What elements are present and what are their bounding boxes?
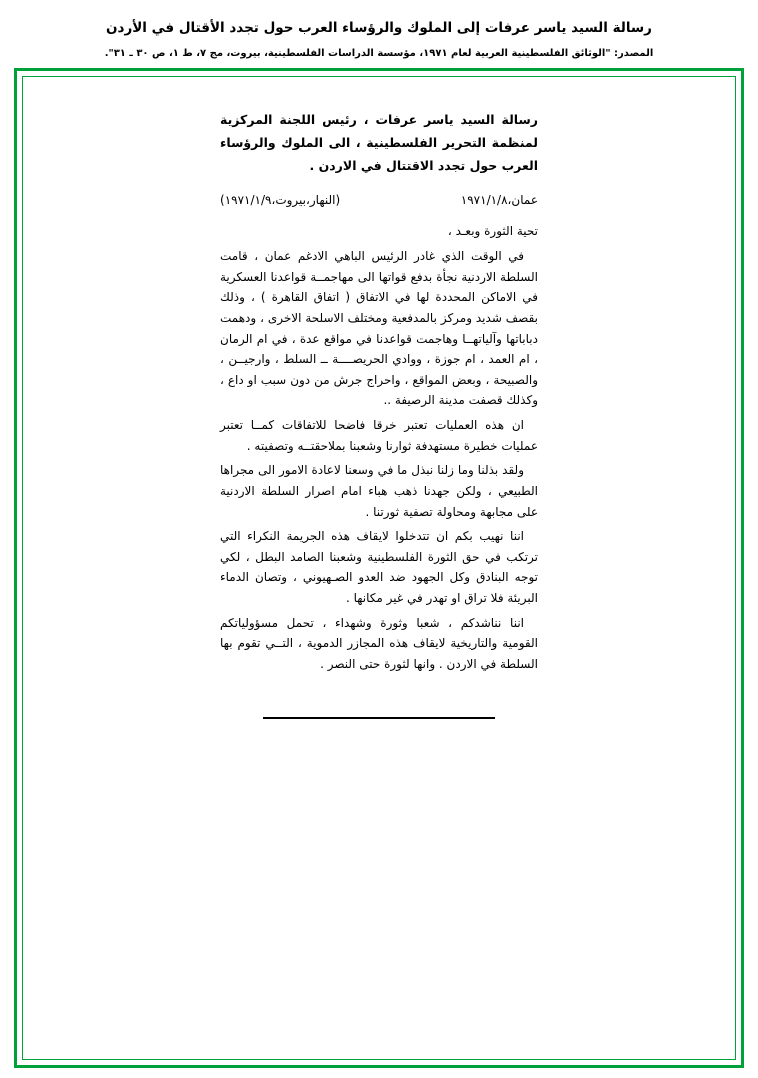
text-column (220, 108, 538, 1078)
page-header (0, 0, 758, 61)
letter-heading: رسالة السيد ياسر عرفات ، رئيس اللجنة المركزية لمنظمة التحرير الفلسطينية ، الى الملوك والرؤساء العرب حول تجدد الاقتتال في الاردن . (220, 112, 538, 174)
end-rule-wrapper (220, 717, 538, 719)
letter-source-date: (النهار،بيروت،١٩٧١/١/٩) (220, 193, 341, 208)
paragraph: في الوقت الذي غادر الرئيس الباهي الادغم عمان ، قامت السلطة الاردنية نجأة بدفع قواتها الى مهاجمــة قواعدنا العسكرية في الاماكن المحددة لها في الاتفاق ( اتفاق القاهرة ) ، وذلك بقصف شديد ومركز بالمدفعية ومختلف الاسلحة الاخرى ، ودهمت دباباتها وآلياتهــا وهاجمت قواعدنا في مواقع عدة ، في ام الرمان ، ام العمد ، ام جوزة ، ووادي الحريصــــة ــ السلط ، وارجيــن ، والصبيحة ، وبعض المواقع ، واحراج جرش من دون سبب او داع ، وكذلك قصفت مدينة الرصيفة .. (220, 249, 538, 408)
letter-meta (220, 193, 538, 207)
paragraph: تحية الثورة وبعـد ، (447, 224, 538, 239)
source-line: المصدر: "الوثائق الفلسطينية العربية لعام ١٩٧١، مؤسسة الدراسات الفلسطينية، بيروت، مج ٧، ط ١، ص ٣٠ ـ ٣١". (104, 48, 654, 60)
paragraph: ان هذه العمليات تعتبر خرقا فاضحا للاتفاقات كمــا تعتبر عمليات خطيرة مستهدفة ثوارنا وشعبنا بملاحقتــه وتصفيته . (220, 418, 538, 453)
paragraph: ولقد بذلنا وما زلنا نبذل ما في وسعنا لاعادة الامور الى مجراها الطبيعي ، ولكن جهدنا ذهب هباء امام اصرار السلطة الاردنية على مجابهة ومحاولة تصفية ثورتنا . (220, 463, 538, 519)
paragraph: اننا نهيب بكم ان تتدخلوا لايقاف هذه الجريمة النكراء التي ترتكب في حق الثورة الفلسطينية وشعبنا الصامد البطل ، لكي توجه البنادق وكل الجهود ضد العدو الصـهيوني ، وتصان الدماء البريئة فلا تراق او تهدر في غير مكانها . (220, 529, 538, 605)
document-body (0, 108, 758, 1078)
page-title: رسالة السيد ياسر عرفات إلى الملوك والرؤساء العرب حول تجدد الأقتال في الأردن (106, 20, 652, 36)
paragraph: اننا نناشدكم ، شعبا وثورة وشهداء ، تحمل مسؤولياتكم القومية والتاريخية لايقاف هذه المجازر الدموية ، التــي تقوم بها السلطة في الاردن . وانها لثورة حتى النصر . (220, 615, 538, 671)
end-rule (263, 717, 495, 719)
letter-place-date: عمان،١٩٧١/١/٨ (460, 193, 538, 208)
